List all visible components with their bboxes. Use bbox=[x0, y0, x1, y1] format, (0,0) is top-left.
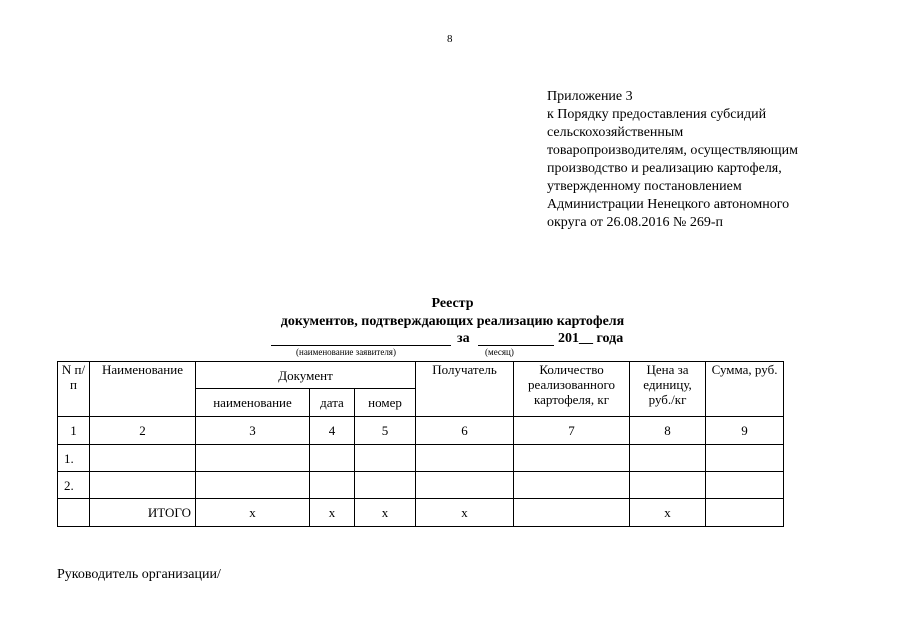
header-document: Документ bbox=[196, 362, 416, 389]
table-cell bbox=[416, 445, 514, 472]
total-row bbox=[58, 499, 784, 527]
table-cell bbox=[514, 445, 630, 472]
column-number: 4 bbox=[310, 417, 355, 445]
table-cell bbox=[416, 472, 514, 499]
column-number: 3 bbox=[196, 417, 310, 445]
appendix-line: производство и реализацию картофеля, bbox=[547, 161, 782, 176]
header-quantity: Количество реализованного картофеля, кг bbox=[514, 362, 630, 417]
table-cell bbox=[196, 472, 310, 499]
table-cell bbox=[355, 445, 416, 472]
appendix-heading bbox=[547, 88, 798, 232]
document-title: Реестр bbox=[431, 296, 474, 311]
total-label: ИТОГО bbox=[90, 499, 196, 527]
month-caption: (месяц) bbox=[485, 347, 514, 357]
table-cell bbox=[514, 499, 630, 527]
table-cell bbox=[706, 472, 784, 499]
header-name: Наименование bbox=[90, 362, 196, 417]
appendix-line: Администрации Ненецкого автономного bbox=[547, 197, 790, 212]
header-sum: Сумма, руб. bbox=[706, 362, 784, 417]
table-cell bbox=[630, 445, 706, 472]
table-cell bbox=[706, 445, 784, 472]
header-recipient: Получатель bbox=[416, 362, 514, 417]
appendix-line: к Порядку предоставления субсидий bbox=[547, 107, 767, 122]
page-number: 8 bbox=[447, 33, 453, 45]
table-row bbox=[58, 472, 784, 499]
total-price: х bbox=[630, 499, 706, 527]
total-doc-name: х bbox=[196, 499, 310, 527]
column-number: 1 bbox=[58, 417, 90, 445]
table-cell bbox=[630, 472, 706, 499]
column-number: 5 bbox=[355, 417, 416, 445]
column-number: 7 bbox=[514, 417, 630, 445]
table-row bbox=[58, 445, 784, 472]
column-number: 6 bbox=[416, 417, 514, 445]
header-n: N п/п bbox=[58, 362, 90, 417]
year-label: 201__ года bbox=[558, 331, 624, 346]
appendix-line: округа от 26.08.2016 № 269-п bbox=[547, 215, 724, 230]
appendix-line: Приложение 3 bbox=[547, 89, 633, 104]
registry-table bbox=[57, 361, 784, 527]
column-number: 2 bbox=[90, 417, 196, 445]
appendix-line: сельскохозяйственным bbox=[547, 125, 684, 140]
table-cell bbox=[706, 499, 784, 527]
header-doc-date: дата bbox=[310, 389, 355, 417]
document-subtitle: документов, подтверждающих реализацию картофеля bbox=[280, 314, 625, 329]
row-number: 1. bbox=[58, 445, 90, 472]
applicant-blank bbox=[271, 331, 451, 346]
table-cell bbox=[514, 472, 630, 499]
appendix-line: товаропроизводителям, осуществляющим bbox=[547, 143, 798, 158]
header-price: Цена за единицу, руб./кг bbox=[630, 362, 706, 417]
row-number: 2. bbox=[58, 472, 90, 499]
table-cell bbox=[196, 445, 310, 472]
table-cell bbox=[90, 445, 196, 472]
za-label: за bbox=[457, 331, 470, 346]
table-cell bbox=[310, 445, 355, 472]
total-doc-number: х bbox=[355, 499, 416, 527]
header-doc-number: номер bbox=[355, 389, 416, 417]
table-cell bbox=[90, 472, 196, 499]
header-doc-name: наименование bbox=[196, 389, 310, 417]
signature-label: Руководитель организации/ bbox=[57, 567, 221, 582]
column-number: 8 bbox=[630, 417, 706, 445]
total-doc-date: х bbox=[310, 499, 355, 527]
table-header-row bbox=[58, 362, 784, 389]
total-recipient: х bbox=[416, 499, 514, 527]
column-number-row bbox=[58, 417, 784, 445]
table-cell bbox=[58, 499, 90, 527]
table-cell bbox=[310, 472, 355, 499]
appendix-line: утвержденному постановлением bbox=[547, 179, 742, 194]
column-number: 9 bbox=[706, 417, 784, 445]
month-blank bbox=[478, 331, 554, 346]
table-cell bbox=[355, 472, 416, 499]
applicant-caption: (наименование заявителя) bbox=[296, 347, 396, 357]
